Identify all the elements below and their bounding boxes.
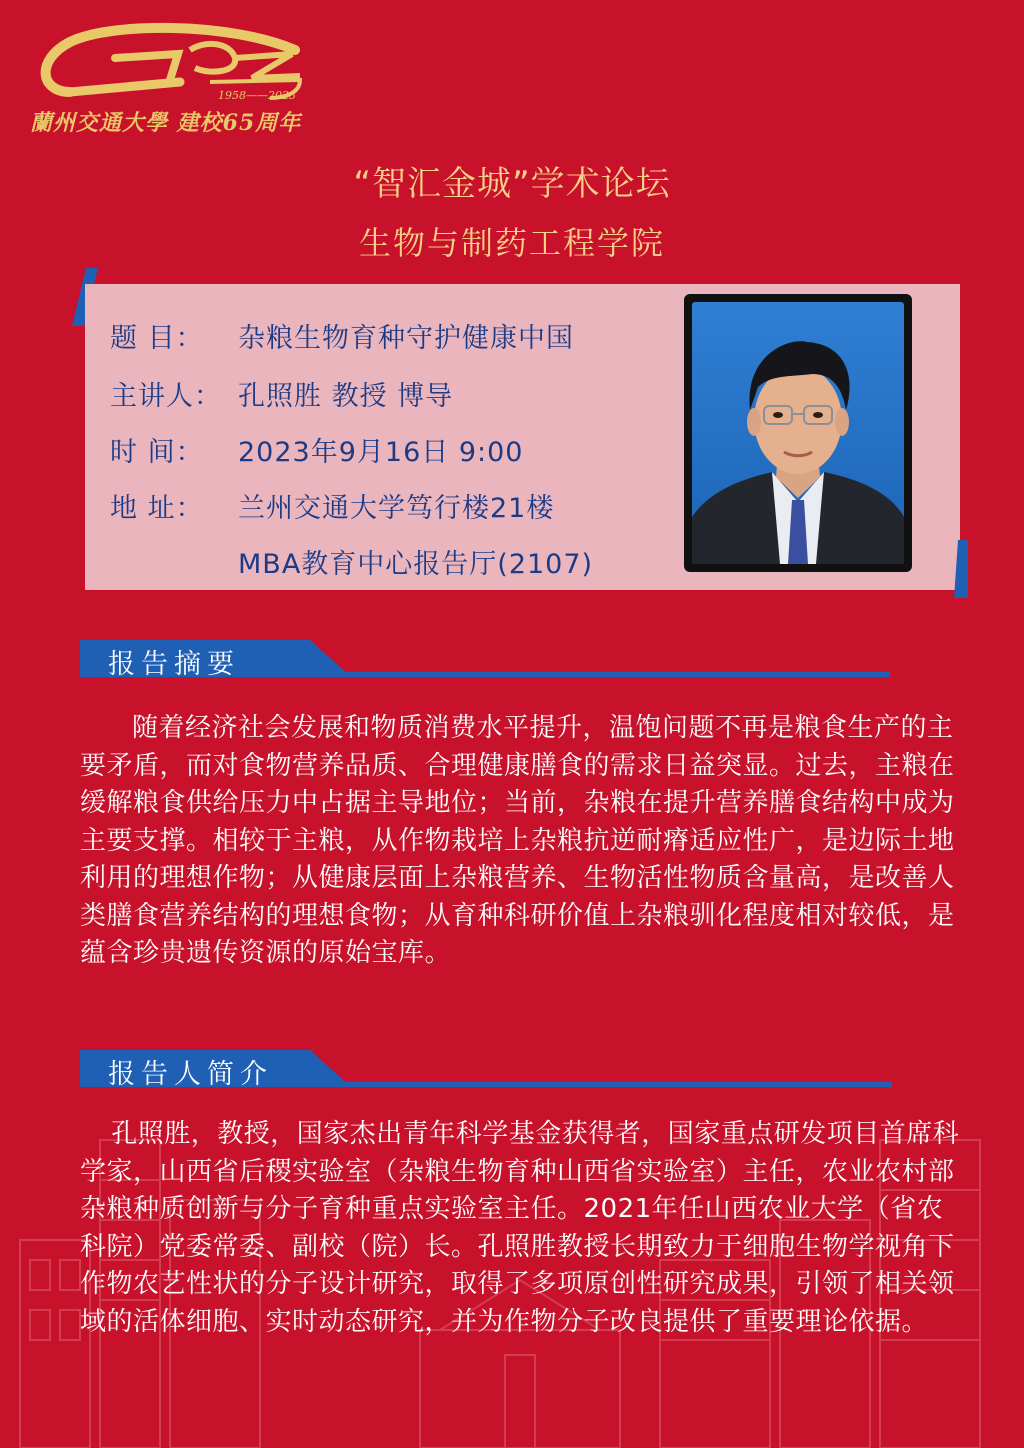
time-label: 时 间： bbox=[110, 437, 204, 468]
bio-heading: 报告人简介 bbox=[108, 1059, 273, 1090]
address-value-line2: MBA教育中心报告厅(2107) bbox=[238, 549, 594, 580]
speaker-label: 主讲人： bbox=[110, 381, 222, 412]
college-name: 生物与制药工程学院 bbox=[358, 224, 665, 262]
logo-years: 1958——2023 bbox=[218, 89, 296, 102]
abstract-heading: 报告摘要 bbox=[108, 649, 240, 680]
address-label: 地 址： bbox=[110, 493, 204, 524]
anniversary-caption: 蘭州交通大學 建校65周年 bbox=[30, 110, 302, 136]
speaker-portrait-icon bbox=[692, 302, 904, 564]
info-time-row bbox=[110, 430, 523, 469]
info-speaker-row bbox=[110, 374, 453, 413]
bio-section-header bbox=[80, 1046, 900, 1092]
abstract-text: 随着经济社会发展和物质消费水平提升，温饱问题不再是粮食生产的主要矛盾，而对食物营养品质、合理健康膳食的需求日益突显。过去，主粮在缓解粮食供给压力中占据主导地位；当前，杂粮在提升营养膳食结构中成为主要支撑。相较于主粮，从作物栽培上杂粮抗逆耐瘠适应性广，是边际土地利用的理想作物；从健康层面上杂粮营养、生物活性物质含量高，是改善人类膳食营养结构的理想食物；从育种科研价值上杂粮驯化程度相对较低，是蕴含珍贵遗传资源的原始宝库。 bbox=[80, 713, 955, 968]
speaker-value: 孔照胜 教授 博导 bbox=[238, 381, 454, 412]
time-value: 2023年9月16日 9:00 bbox=[238, 437, 524, 468]
topic-value: 杂粮生物育种守护健康中国 bbox=[238, 323, 574, 354]
speaker-photo-frame bbox=[684, 294, 912, 572]
bio-text: 孔照胜，教授，国家杰出青年科学基金获得者，国家重点研发项目首席科学家，山西省后稷实验室（杂粮生物育种山西省实验室）主任，农业农村部杂粮种质创新与分子育种重点实验室主任。2021年任山西农业大学（省农科院）党委常委、副校（院）长。孔照胜教授长期致力于细胞生物学视角下作物农艺性状的分子设计研究，取得了多项原创性研究成果，引领了相关领域的活体细胞、实时动态研究，并为作物分子改良提供了重要理论依据。 bbox=[80, 1119, 960, 1337]
abstract-section-header bbox=[80, 636, 900, 682]
decorative-blue-corner bbox=[948, 540, 968, 598]
topic-label: 题 目： bbox=[110, 323, 204, 354]
info-address-row bbox=[110, 486, 554, 525]
info-topic-row bbox=[110, 316, 574, 355]
address-value-line1: 兰州交通大学笃行楼21楼 bbox=[238, 493, 555, 524]
logo-emblem-icon bbox=[30, 20, 320, 120]
forum-title: “智汇金城”学术论坛 bbox=[353, 164, 671, 204]
speaker-photo bbox=[692, 302, 904, 564]
